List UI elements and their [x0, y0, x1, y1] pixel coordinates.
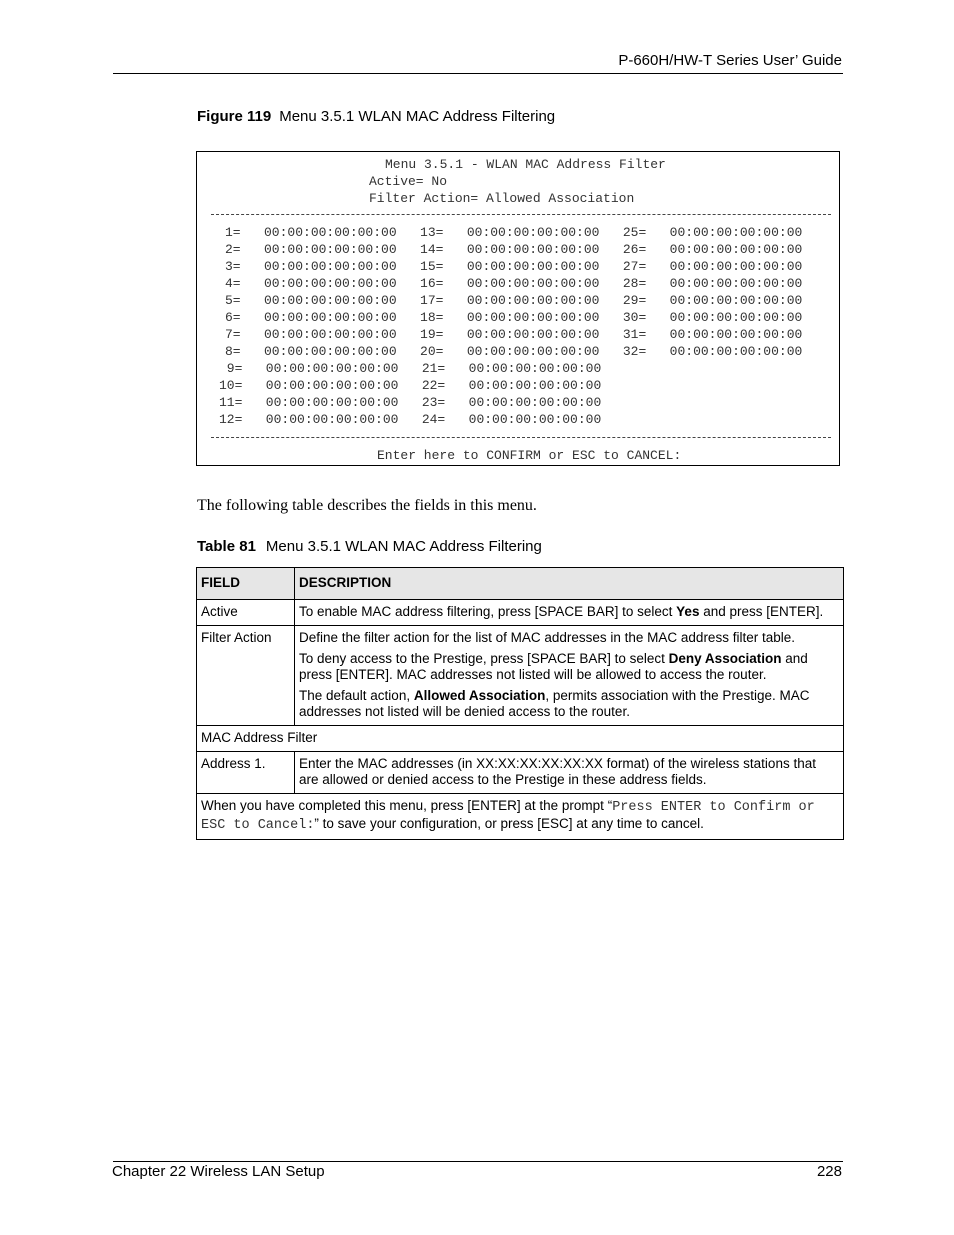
footer-chapter: Chapter 22 Wireless LAN Setup: [112, 1163, 325, 1180]
table-row: [197, 626, 844, 726]
table-row: [197, 752, 844, 794]
desc-bold: Allowed Association: [413, 688, 546, 703]
screen-divider-bottom: [211, 437, 831, 438]
screen-row: 1= 00:00:00:00:00:00 13= 00:00:00:00:00:00 25= 00:00:00:00:00:00: [225, 225, 803, 240]
screen-row: 10= 00:00:00:00:00:00 22= 00:00:00:00:00:00: [219, 378, 602, 393]
figure-number: Figure 119: [197, 108, 272, 125]
screen-row: 11= 00:00:00:00:00:00 23= 00:00:00:00:00:00: [219, 395, 602, 410]
desc-text: The default action,: [299, 688, 414, 703]
note-mono-text: Press ENTER to Confirm or ESC to Cancel:: [201, 800, 815, 833]
desc-bold: Yes: [676, 604, 700, 619]
header-rule: [113, 73, 843, 74]
footer-page-number: 228: [816, 1163, 842, 1180]
note-cell: [197, 794, 844, 840]
header-description: DESCRIPTION: [295, 568, 844, 600]
table-row: [197, 726, 844, 752]
desc-paragraph: [299, 688, 839, 720]
note-text: When you have completed this menu, press [ENTER] at the prompt “: [201, 798, 613, 813]
description-cell: [295, 600, 844, 626]
screen-row: 8= 00:00:00:00:00:00 20= 00:00:00:00:00:00 32= 00:00:00:00:00:00: [225, 344, 803, 359]
figure-title: Menu 3.5.1 WLAN MAC Address Filtering: [279, 108, 556, 125]
field-cell: Address 1.: [197, 752, 295, 794]
table-row: [197, 600, 844, 626]
screen-active-line: Active= No: [369, 174, 448, 189]
table-title: Menu 3.5.1 WLAN MAC Address Filtering: [265, 538, 542, 555]
screen-row: 2= 00:00:00:00:00:00 14= 00:00:00:00:00:00 26= 00:00:00:00:00:00: [225, 242, 803, 257]
screen-row: 12= 00:00:00:00:00:00 24= 00:00:00:00:00:00: [219, 412, 602, 427]
desc-text: , permits association with the Prestige. MAC addresses not listed will be denied access to the router.: [299, 688, 810, 719]
intro-text: The following table describes the fields in this menu.: [197, 497, 537, 514]
screen-title: Menu 3.5.1 - WLAN MAC Address Filter: [385, 157, 666, 172]
screen-divider-top: [211, 214, 831, 215]
screen-row: 3= 00:00:00:00:00:00 15= 00:00:00:00:00:00 27= 00:00:00:00:00:00: [225, 259, 803, 274]
screen-row: 5= 00:00:00:00:00:00 17= 00:00:00:00:00:00 29= 00:00:00:00:00:00: [225, 293, 803, 308]
table-row: [197, 794, 844, 840]
desc-text: and press [ENTER].: [699, 604, 824, 619]
table-number: Table 81: [197, 538, 256, 555]
description-cell: Enter the MAC addresses (in XX:XX:XX:XX:XX:XX format) of the wireless stations that are allowed or denied access to the Prestige in these address fields.: [295, 752, 844, 794]
desc-paragraph: Define the filter action for the list of MAC addresses in the MAC address filter table.: [299, 630, 795, 645]
description-cell: [295, 626, 844, 726]
field-cell: Active: [197, 600, 295, 626]
section-cell: MAC Address Filter: [197, 726, 844, 752]
table-header-row: [197, 568, 844, 600]
field-cell: Filter Action: [197, 626, 295, 726]
terminal-screen: [196, 151, 840, 466]
desc-text: and press [ENTER]. MAC addresses not listed will be allowed to access the router.: [299, 651, 808, 682]
desc-paragraph: [299, 651, 839, 683]
screen-row: 7= 00:00:00:00:00:00 19= 00:00:00:00:00:00 31= 00:00:00:00:00:00: [225, 327, 803, 342]
screen-row: 4= 00:00:00:00:00:00 16= 00:00:00:00:00:00 28= 00:00:00:00:00:00: [225, 276, 803, 291]
screen-row: 9= 00:00:00:00:00:00 21= 00:00:00:00:00:00: [219, 361, 602, 376]
header-field: FIELD: [197, 568, 295, 600]
desc-text: To deny access to the Prestige, press [SPACE BAR] to select: [299, 651, 669, 666]
figure-caption: [197, 108, 555, 125]
desc-text: To enable MAC address filtering, press [SPACE BAR] to select: [299, 604, 677, 619]
table-caption: [197, 538, 542, 555]
description-table: [196, 567, 844, 840]
screen-prompt: Enter here to CONFIRM or ESC to CANCEL:: [377, 448, 682, 463]
screen-filter-action-line: Filter Action= Allowed Association: [369, 191, 635, 206]
screen-row: 6= 00:00:00:00:00:00 18= 00:00:00:00:00:00 30= 00:00:00:00:00:00: [225, 310, 803, 325]
page-header-title: P-660H/HW-T Series User’ Guide: [618, 52, 842, 69]
footer-rule: [113, 1161, 843, 1162]
note-text: ” to save your configuration, or press [ESC] at any time to cancel.: [314, 816, 704, 831]
desc-bold: Deny Association: [668, 651, 782, 666]
